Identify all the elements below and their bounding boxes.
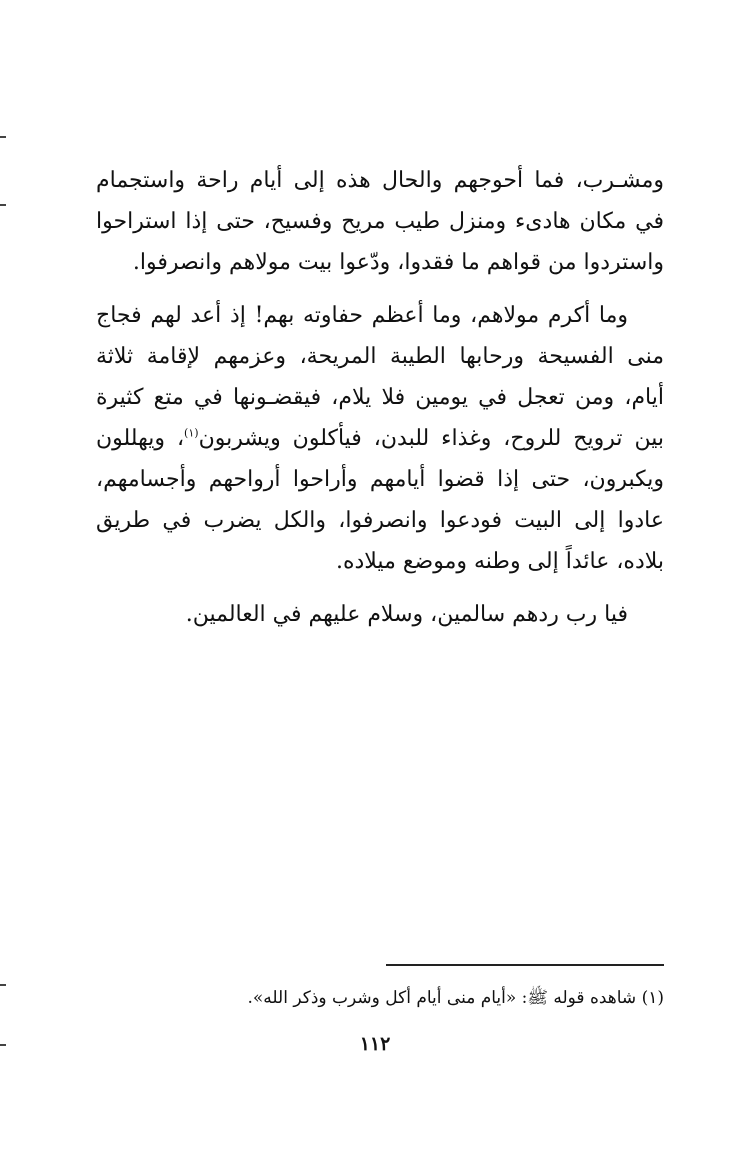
page-number: ١١٢ [359, 1033, 391, 1055]
margin-tick-2 [0, 204, 6, 206]
margin-tick-3 [0, 984, 6, 986]
footnote: (١) شاهده قوله ﷺ: «أيام منى أيام أكل وشرب وذكر الله». [247, 988, 664, 1008]
paragraph-3: فيا رب ردهم سالمين، وسلام عليهم في العالمين. [185, 602, 628, 627]
paragraph-1: ومشـرب، فما أحوجهم والحال هذه إلى أيام راحة واستجمام في مكان هادىء ومنزل طيب مريح وفسيح، حتى إذا استراحوا واستردوا من قواهم ما فقدوا، ودّعوا بيت مولاهم وانصرفوا. [96, 168, 664, 275]
footnote-reference[interactable]: (١) [184, 426, 199, 440]
margin-tick-1 [0, 136, 6, 138]
page-body [96, 160, 664, 635]
paragraph-2-text: وما أكرم مولاهم، وما أعظم حفاوته بهم! إذ أعد لهم فجاج منى الفسيحة ورحابها الطيبة المريحة، وعزمهم لإقامة ثلاثة أيام، ومن تعجل في يومين فلا يلام، فيقضـونها في متع كثيرة بين ترويح للروح، وغذاء للبدن، فيأكلون ويشربون [96, 303, 664, 451]
paragraph-2-text-continued: ، ويهللون ويكبرون، حتى إذا قضوا أيامهم وأراحوا أرواحهم وأجسامهم، عادوا إلى البيت فودعوا وانصرفوا، والكل يضرب في طريق بلاده، عائداً إلى وطنه وموضع ميلاده. [96, 426, 664, 574]
footnote-divider [386, 964, 664, 966]
paragraph-2 [96, 295, 664, 582]
